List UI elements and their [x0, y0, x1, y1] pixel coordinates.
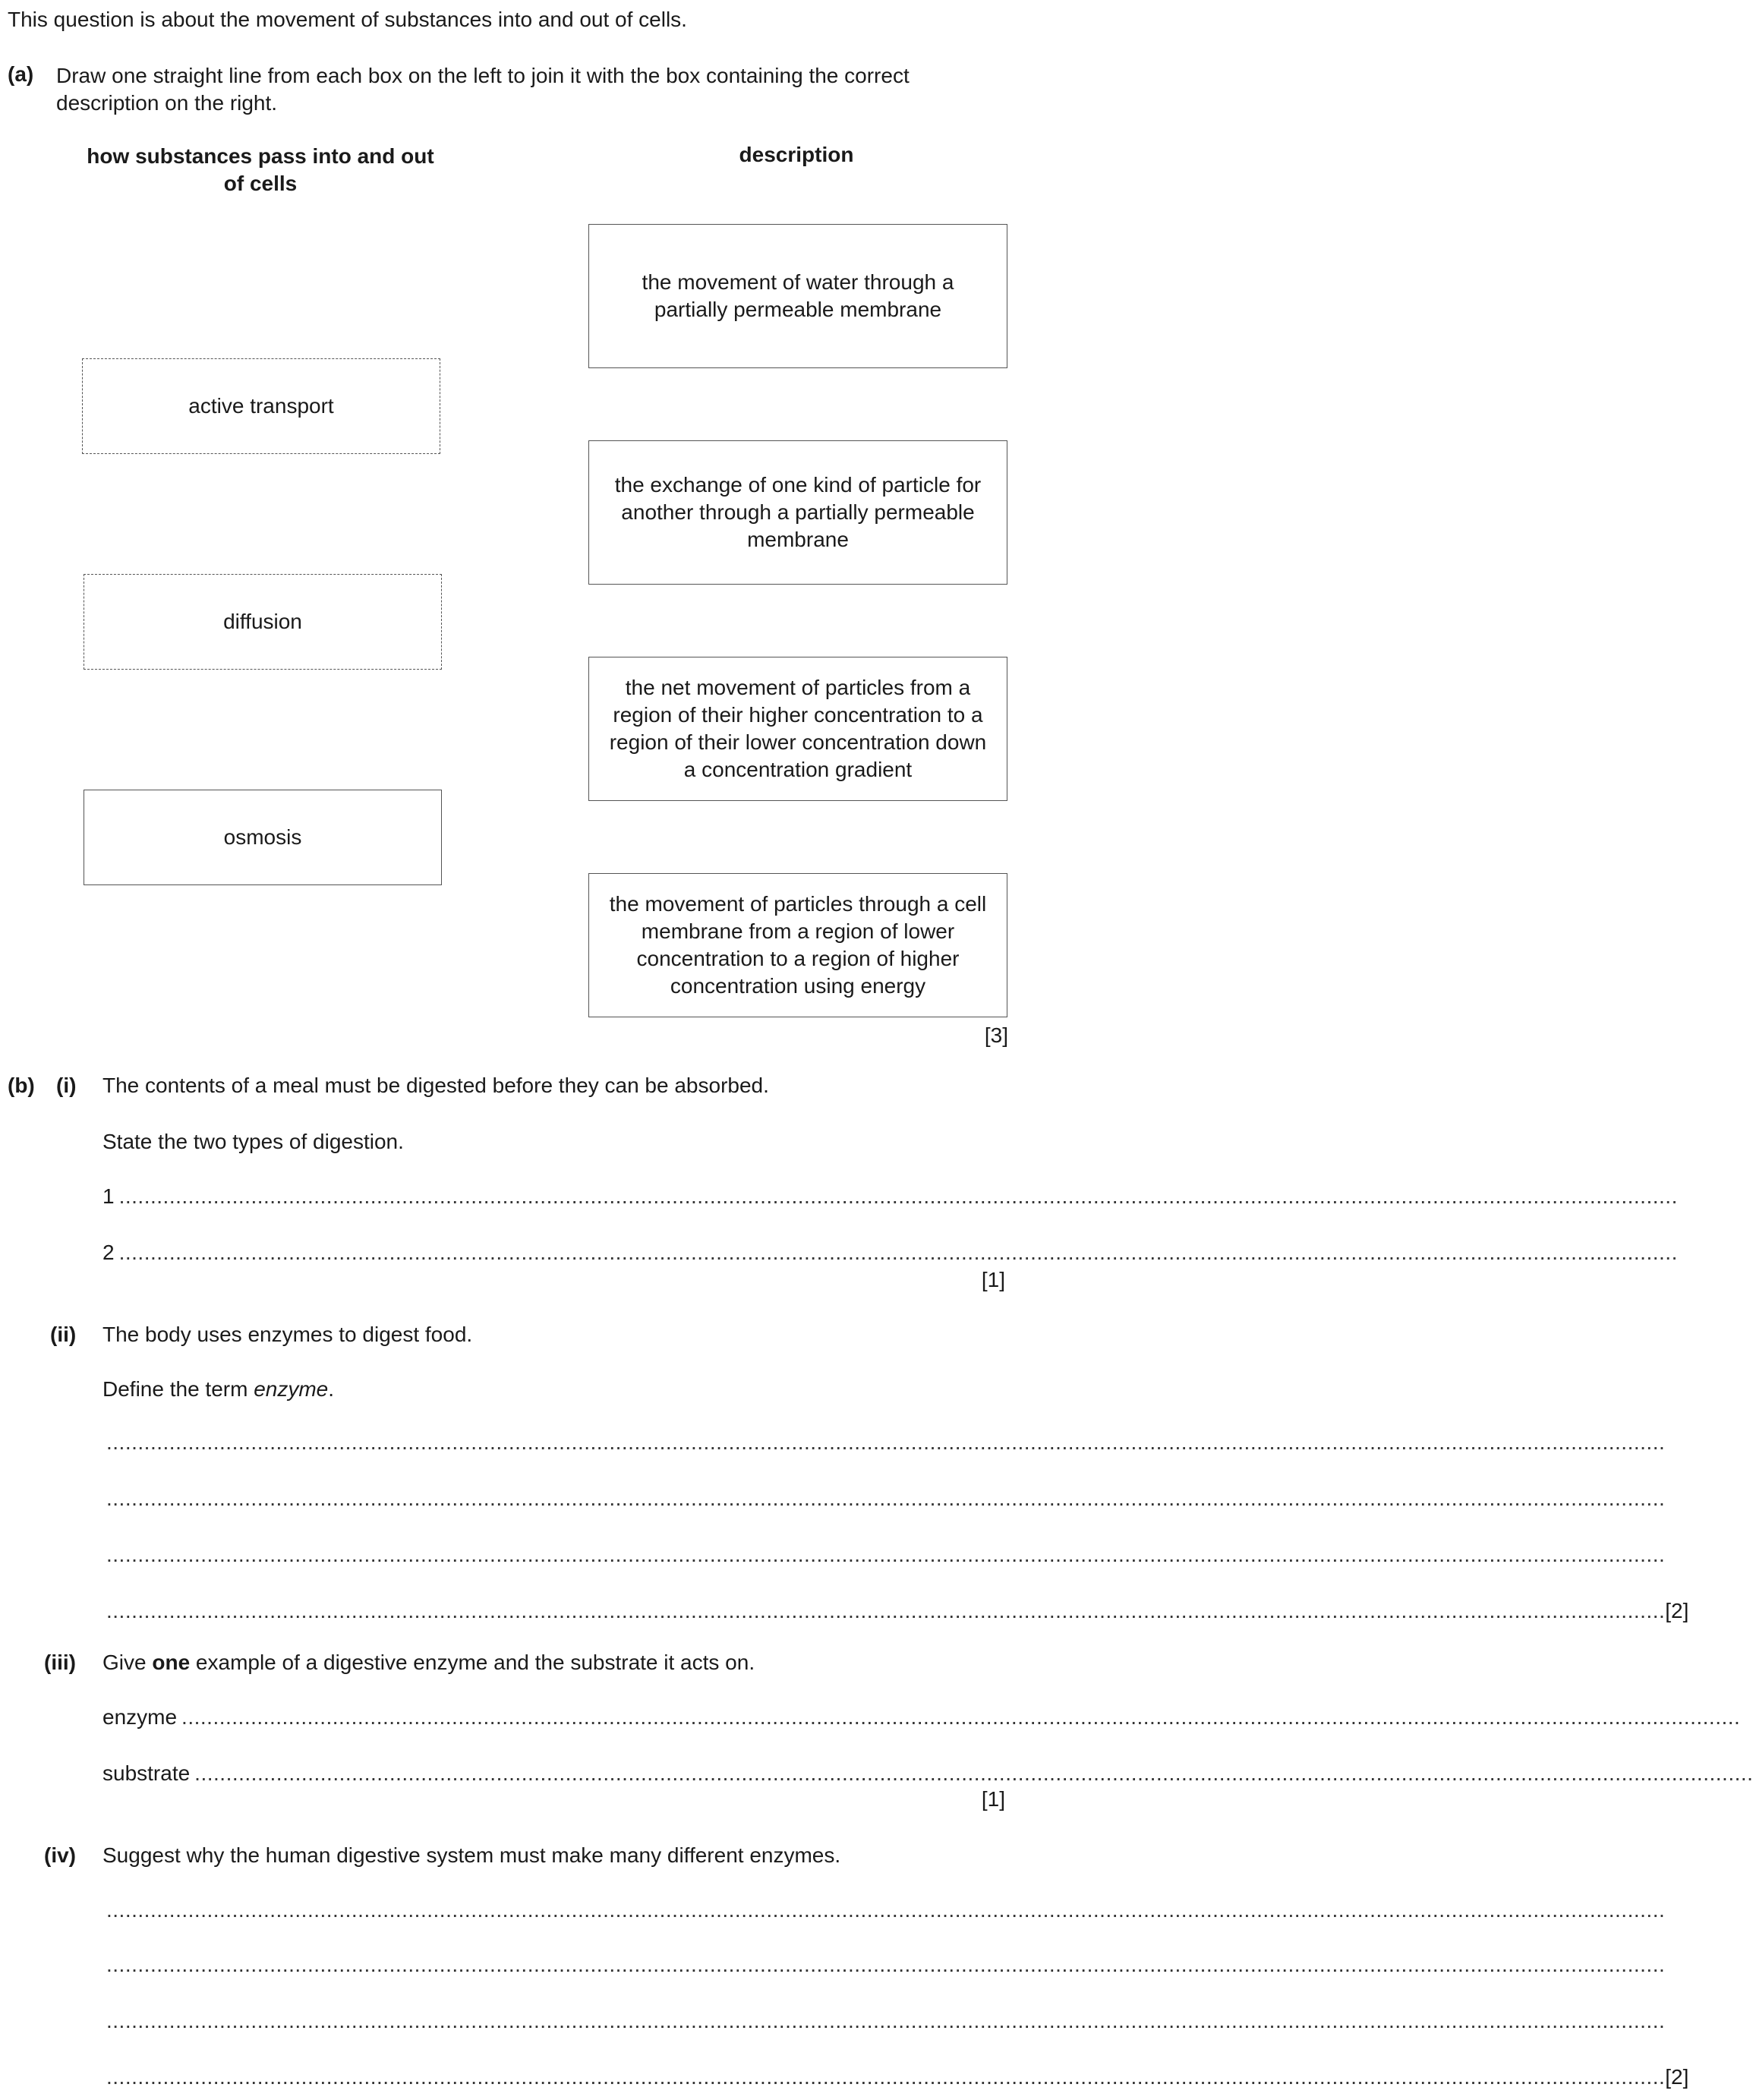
- answer-line[interactable]: ........................................................................................................................................................................................................................................................: [106, 1430, 1666, 1454]
- part-a-marks: [3]: [984, 1023, 1008, 1047]
- right-box-2[interactable]: [588, 440, 1007, 585]
- enzyme-answer-line[interactable]: [102, 1704, 1741, 1730]
- answer-line[interactable]: ........................................................................................................................................................................................................................................................: [106, 1487, 1666, 1510]
- right-box-text: the exchange of one kind of particle for another through a partially permeable membrane: [614, 473, 982, 551]
- part-b-iii-text: [102, 1651, 755, 1675]
- part-a-label: (a): [8, 62, 34, 86]
- part-b-ii-text: The body uses enzymes to digest food.: [102, 1323, 473, 1346]
- left-box-diffusion[interactable]: [84, 574, 442, 670]
- answer-line[interactable]: ........................................................................................................................................................................................................................................................: [106, 1543, 1666, 1566]
- part-b-label: (b): [8, 1074, 35, 1097]
- dotted-fill: ........................................................................................................................................................................................................................................................: [181, 1705, 1741, 1729]
- enzyme-label: enzyme: [102, 1705, 178, 1729]
- left-box-label: active transport: [188, 394, 334, 418]
- answer-line[interactable]: ........................................................................................................................................................................................................................................................: [106, 1953, 1666, 1976]
- right-box-text: the net movement of particles from a region of their higher concentration to a region of their lower concentration down a concentration gradient: [609, 676, 987, 781]
- part-b-ii-label: (ii): [50, 1323, 77, 1346]
- part-b-iv-label: (iv): [44, 1843, 76, 1867]
- text-bold: one: [152, 1651, 191, 1674]
- part-b-i-prompt: State the two types of digestion.: [102, 1130, 404, 1153]
- answer-line-number: 2: [102, 1241, 115, 1264]
- part-b-i-text: The contents of a meal must be digested before they can be absorbed.: [102, 1074, 769, 1097]
- substrate-label: substrate: [102, 1761, 191, 1785]
- part-a-instruction: Draw one straight line from each box on the left to join it with the box containing the correct description on the right.: [56, 64, 910, 115]
- left-box-label: osmosis: [223, 825, 302, 849]
- answer-line-2[interactable]: [102, 1239, 1678, 1265]
- text-post: example of a digestive enzyme and the substrate it acts on.: [190, 1651, 755, 1674]
- prompt-term: enzyme: [254, 1377, 329, 1401]
- answer-line-last[interactable]: [106, 1597, 1689, 1623]
- dotted-fill: ........................................................................................................................................................................................................................................................: [118, 1184, 1678, 1208]
- dotted-fill: ........................................................................................................................................................................................................................................................: [118, 1241, 1678, 1264]
- prompt-post: .: [328, 1377, 335, 1401]
- left-box-label: diffusion: [223, 610, 302, 633]
- left-box-osmosis[interactable]: [84, 790, 442, 885]
- right-box-4[interactable]: [588, 873, 1007, 1017]
- part-b-ii-prompt: [102, 1377, 334, 1402]
- answer-line-1[interactable]: [102, 1183, 1678, 1209]
- left-box-active-transport[interactable]: [82, 358, 440, 454]
- dotted-fill: ........................................................................................................................................................................................................................................................: [194, 1761, 1753, 1785]
- part-b-iv-marks: [2]: [1665, 2065, 1689, 2089]
- right-box-1[interactable]: [588, 224, 1007, 368]
- part-b-iv-text: Suggest why the human digestive system must make many different enzymes.: [102, 1843, 841, 1867]
- left-column-heading: how substances pass into and out of cells: [87, 144, 434, 195]
- substrate-answer-line[interactable]: [102, 1760, 1753, 1786]
- answer-line-number: 1: [102, 1184, 115, 1208]
- dotted-fill: ........................................................................................................................................................................................................................................................: [106, 2065, 1666, 2089]
- answer-line-last[interactable]: [106, 2064, 1689, 2089]
- prompt-pre: Define the term: [102, 1377, 254, 1401]
- dotted-fill: ........................................................................................................................................................................................................................................................: [106, 1599, 1666, 1622]
- answer-line[interactable]: ........................................................................................................................................................................................................................................................: [106, 1898, 1666, 1922]
- part-b-iii-label: (iii): [44, 1651, 76, 1674]
- right-box-3[interactable]: [588, 657, 1007, 801]
- part-b-i-label: (i): [56, 1074, 77, 1097]
- answer-line[interactable]: ........................................................................................................................................................................................................................................................: [106, 2009, 1666, 2032]
- right-box-text: the movement of water through a partially permeable membrane: [642, 270, 954, 321]
- part-b-i-marks: [1]: [981, 1268, 1005, 1291]
- right-column-heading: description: [739, 143, 854, 166]
- part-b-ii-marks: [2]: [1665, 1599, 1689, 1622]
- part-b-iii-marks: [1]: [981, 1787, 1005, 1811]
- text-pre: Give: [102, 1651, 153, 1674]
- question-intro: This question is about the movement of substances into and out of cells.: [8, 8, 687, 31]
- right-box-text: the movement of particles through a cell membrane from a region of lower concentration to a region of higher concentration using energy: [609, 892, 987, 998]
